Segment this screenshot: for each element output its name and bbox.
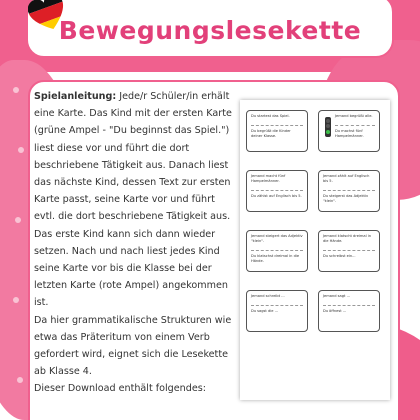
card-text: Du klatschst dreimal in die Hände. (251, 250, 303, 264)
instructions-body: Jede/r Schüler/in erhält eine Karte. Das Kind mit der ersten Karte (grüne Ampel - "Du beginnst das Spiel.") liest diese vor und führt die dort beschriebene Tätigkeit aus. Danach liest das nächste Kind, dessen Text zur ersten Karte passt, seine Karte vor und führt evtl. die dort beschriebene Tätigkeit aus. Das erste Kind kann sich dann wieder setzen. Nach und nach liest jedes Kind seine Karte vor bis die Klasse bei der letzten Karte (rote Ampel) angekommen ist. (34, 91, 232, 309)
card-5 (246, 230, 308, 272)
german-flag-heart-icon (28, 0, 68, 34)
instructions-text (34, 88, 234, 398)
card-text: Du schreibst ein... (323, 250, 375, 259)
card-text: Jemand macht fünf Hampelmänner. (251, 174, 286, 183)
instructions-label: Spielanleitung: (34, 91, 117, 102)
card-text: Du machst fünf Hampelmänner. (335, 125, 375, 139)
card-text: Du öffnest ... (323, 305, 375, 314)
card-2 (318, 110, 380, 152)
card-text: Jemand zählt auf Englisch bis 5. (323, 174, 370, 183)
card-text: Jemand schreibt ... (251, 294, 285, 298)
card-text: Du steigerst das Adjektiv "klein". (323, 190, 375, 204)
card-4 (318, 170, 380, 212)
card-1 (246, 110, 308, 152)
card-text: Jemand steigert das Adjektiv "klein". (251, 234, 303, 243)
card-7 (246, 290, 308, 332)
card-text: Du begrüßt die Kinder deiner Klasse. (251, 125, 303, 139)
card-text: Du startest das Spiel. (251, 114, 290, 118)
grammar-note: Da hier grammatikalische Strukturen wie etwa das Präteritum von einem Verb gefordert wird, eignet sich die Lesekette ab Klasse 4. (34, 314, 232, 378)
instructions-paragraph (34, 88, 234, 312)
card-3 (246, 170, 308, 212)
card-text: Jemand sagt ... (323, 294, 351, 298)
worksheet-preview (240, 100, 390, 400)
card-text: Du sagst die ... (251, 305, 303, 314)
traffic-light-icon (325, 117, 331, 137)
title-banner (26, 0, 394, 58)
card-text: Jemand klatscht dreimal in die Hände. (323, 234, 372, 243)
card-6 (318, 230, 380, 272)
download-contents-heading: Dieser Download enthält folgendes: (34, 383, 206, 395)
card-8 (318, 290, 380, 332)
page-title: Bewegungslesekette (58, 15, 362, 45)
card-text: Du zählst auf Englisch bis 5. (251, 190, 303, 199)
card-text: Jemand begrüßt alle. (335, 114, 373, 118)
